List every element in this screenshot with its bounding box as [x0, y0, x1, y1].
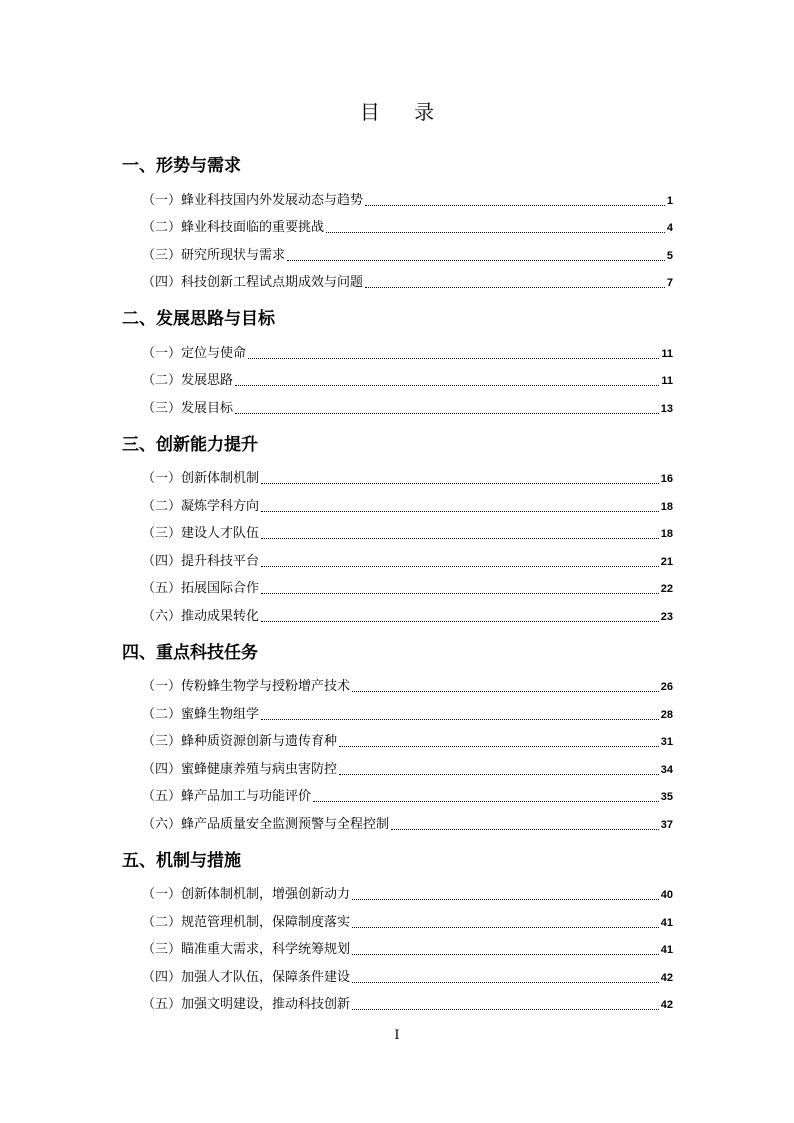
- toc-entry-page: 41: [660, 916, 673, 929]
- toc-entry-page: 21: [660, 555, 673, 568]
- page-number: I: [394, 1028, 400, 1043]
- toc-entry-label: （三）研究所现状与需求: [142, 247, 286, 263]
- dot-leader: [261, 621, 659, 622]
- dot-leader: [352, 899, 659, 900]
- dot-leader: [352, 1009, 659, 1010]
- dot-leader: [352, 691, 659, 692]
- toc-entry-page: 1: [666, 194, 673, 207]
- toc-section: [122, 431, 673, 627]
- toc-entry-label: （三）建设人才队伍: [142, 526, 260, 541]
- dot-leader: [326, 232, 665, 233]
- toc-entry[interactable]: [122, 336, 673, 364]
- dot-leader: [235, 385, 659, 386]
- toc-entry-label: （五）拓展国际合作: [142, 581, 260, 596]
- toc-entry-page: 42: [660, 999, 673, 1011]
- toc-section: [122, 152, 673, 293]
- dot-leader: [261, 593, 659, 594]
- toc-entry-page: 7: [666, 277, 673, 289]
- table-of-contents: [122, 152, 673, 1015]
- dot-leader: [339, 774, 659, 775]
- toc-entry[interactable]: [122, 391, 673, 419]
- toc-entry-label: （一）定位与使命: [142, 345, 247, 361]
- toc-entry[interactable]: [122, 489, 673, 517]
- dot-leader: [261, 511, 659, 512]
- toc-entry[interactable]: [122, 780, 673, 808]
- toc-entry-label: （四）加强人才队伍，保障条件建设: [142, 969, 351, 985]
- toc-entry-label: （五）加强文明建设，推动科技创新: [142, 997, 351, 1012]
- toc-entry[interactable]: [122, 960, 673, 988]
- toc-entry[interactable]: [122, 599, 673, 627]
- toc-entry[interactable]: [122, 670, 673, 698]
- dot-leader: [391, 829, 659, 830]
- toc-entry[interactable]: [122, 807, 673, 835]
- dot-leader: [352, 954, 659, 955]
- toc-entry-page: 34: [660, 763, 673, 776]
- dot-leader: [365, 287, 665, 288]
- toc-entry[interactable]: [122, 933, 673, 961]
- toc-entry-page: 26: [660, 681, 673, 693]
- toc-entry-page: 13: [660, 402, 673, 415]
- toc-entry-page: 41: [660, 944, 673, 956]
- dot-leader: [365, 205, 665, 206]
- toc-entry-page: 42: [660, 971, 673, 984]
- toc-entry[interactable]: [122, 183, 673, 211]
- toc-entry[interactable]: [122, 238, 673, 266]
- toc-section-heading[interactable]: 三、创新能力提升: [122, 434, 258, 455]
- toc-entry-label: （一）蜂业科技国内外发展动态与趋势: [142, 192, 364, 208]
- toc-entry-page: 22: [660, 583, 673, 595]
- toc-entry[interactable]: [122, 572, 673, 600]
- dot-leader: [248, 358, 659, 359]
- toc-entry-label: （一）创新体制机制，增强创新动力: [142, 887, 351, 902]
- toc-section-heading[interactable]: 五、机制与措施: [122, 850, 241, 871]
- dot-leader: [352, 927, 659, 928]
- dot-leader: [261, 483, 659, 484]
- toc-entry-label: （二）蜂业科技面临的重要挑战: [142, 220, 325, 235]
- toc-entry[interactable]: [122, 517, 673, 545]
- toc-entry-page: 23: [660, 610, 673, 623]
- toc-entry[interactable]: [122, 211, 673, 239]
- toc-entry-page: 18: [660, 500, 673, 513]
- toc-entry-page: 37: [660, 818, 673, 831]
- toc-entry-label: （三）蜂种质资源创新与遗传育种: [142, 734, 338, 749]
- dot-leader: [287, 260, 665, 261]
- toc-entry-label: （三）发展目标: [142, 400, 234, 416]
- toc-entry-page: 5: [666, 249, 673, 262]
- toc-entry-page: 40: [660, 889, 673, 901]
- toc-section: [122, 847, 673, 1016]
- toc-section: [122, 639, 673, 835]
- toc-entry[interactable]: [122, 878, 673, 906]
- dot-leader: [261, 538, 659, 539]
- toc-entry-label: （四）提升科技平台: [142, 553, 260, 569]
- toc-entry-label: （二）蜜蜂生物组学: [142, 706, 260, 722]
- toc-entry[interactable]: [122, 988, 673, 1016]
- toc-entry-label: （二）规范管理机制，保障制度落实: [142, 914, 351, 930]
- toc-entry-page: 11: [661, 375, 673, 387]
- toc-entry-page: 18: [660, 528, 673, 540]
- dot-leader: [339, 746, 659, 747]
- toc-entry-label: （二）发展思路: [142, 373, 234, 388]
- toc-entry-page: 31: [660, 736, 673, 748]
- toc-entry-label: （四）蜜蜂健康养殖与病虫害防控: [142, 761, 338, 777]
- toc-entry-page: 35: [660, 791, 673, 803]
- toc-section-heading[interactable]: 二、发展思路与目标: [122, 309, 275, 329]
- toc-entry[interactable]: [122, 544, 673, 572]
- dot-leader: [235, 413, 659, 414]
- toc-entry-page: 11: [661, 347, 673, 360]
- toc-entry-label: （一）传粉蜂生物学与授粉增产技术: [142, 679, 351, 694]
- toc-entry-label: （六）蜂产品质量安全监测预警与全程控制: [142, 816, 390, 832]
- toc-section-heading[interactable]: 一、形势与需求: [122, 156, 241, 176]
- toc-entry-label: （二）凝炼学科方向: [142, 498, 260, 514]
- toc-entry-label: （一）创新体制机制: [142, 471, 260, 486]
- dot-leader: [261, 719, 659, 720]
- toc-entry-page: 4: [666, 222, 673, 234]
- toc-entry[interactable]: [122, 752, 673, 780]
- dot-leader: [313, 801, 659, 802]
- toc-entry-label: （四）科技创新工程试点期成效与问题: [142, 275, 364, 290]
- toc-entry-page: 16: [660, 473, 673, 485]
- toc-entry[interactable]: [122, 266, 673, 294]
- page-title: 目 录: [359, 100, 449, 124]
- dot-leader: [352, 982, 659, 983]
- toc-entry[interactable]: [122, 462, 673, 490]
- dot-leader: [261, 566, 659, 567]
- toc-section: [122, 305, 673, 419]
- toc-entry[interactable]: [122, 364, 673, 392]
- toc-section-heading[interactable]: 四、重点科技任务: [122, 642, 258, 663]
- toc-entry[interactable]: [122, 697, 673, 725]
- toc-entry[interactable]: [122, 725, 673, 753]
- toc-entry-label: （六）推动成果转化: [142, 608, 260, 624]
- toc-entry-page: 28: [660, 708, 673, 721]
- toc-entry-label: （三）瞄准重大需求，科学统筹规划: [142, 942, 351, 957]
- toc-entry[interactable]: [122, 905, 673, 933]
- toc-entry-label: （五）蜂产品加工与功能评价: [142, 789, 312, 804]
